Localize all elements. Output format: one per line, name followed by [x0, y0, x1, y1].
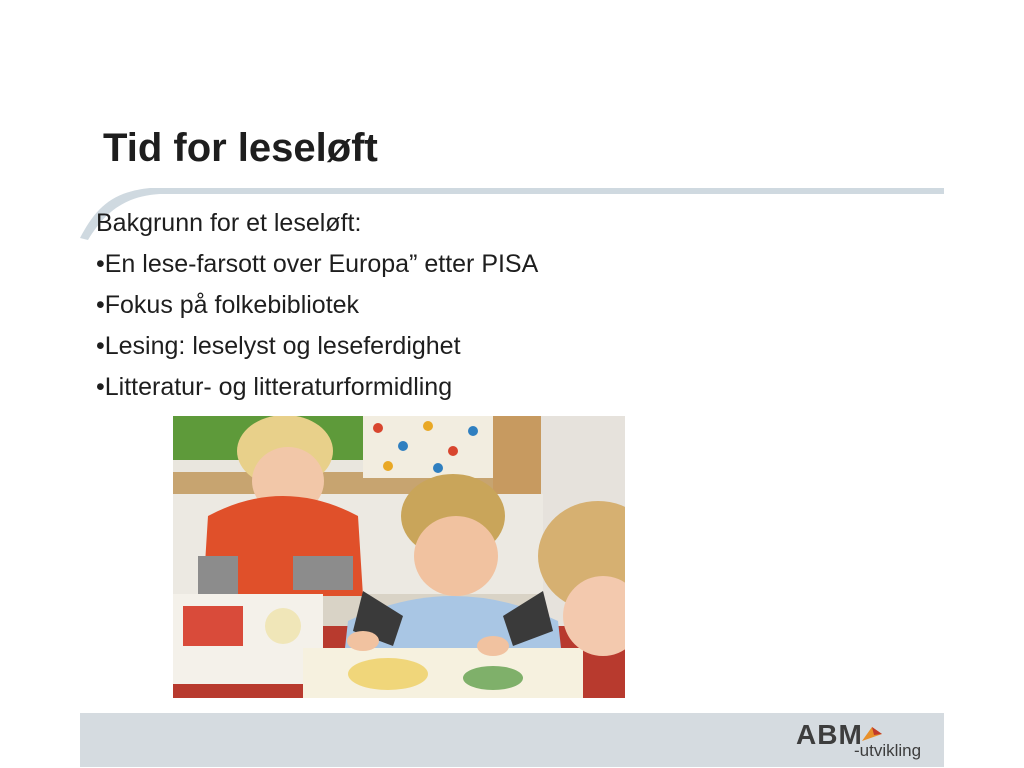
body-text [96, 203, 538, 408]
abm-utvikling-logo [796, 717, 936, 765]
slide-title: Tid for leseløft [103, 126, 378, 170]
logo-sub-text: -utvikling [854, 741, 922, 760]
bullet-item: •Fokus på folkebibliotek [96, 291, 360, 319]
bullet-item: •En lese-farsott over Europa” etter PISA [96, 250, 539, 278]
bullet-item: •Lesing: leselyst og leseferdighet [96, 332, 461, 360]
logo-main-text: ABM [796, 719, 863, 750]
bullet-item: •Litteratur- og litteraturformidling [96, 373, 453, 401]
children-reading-photo [173, 416, 625, 698]
body-line: Bakgrunn for et leseløft: [96, 209, 362, 237]
